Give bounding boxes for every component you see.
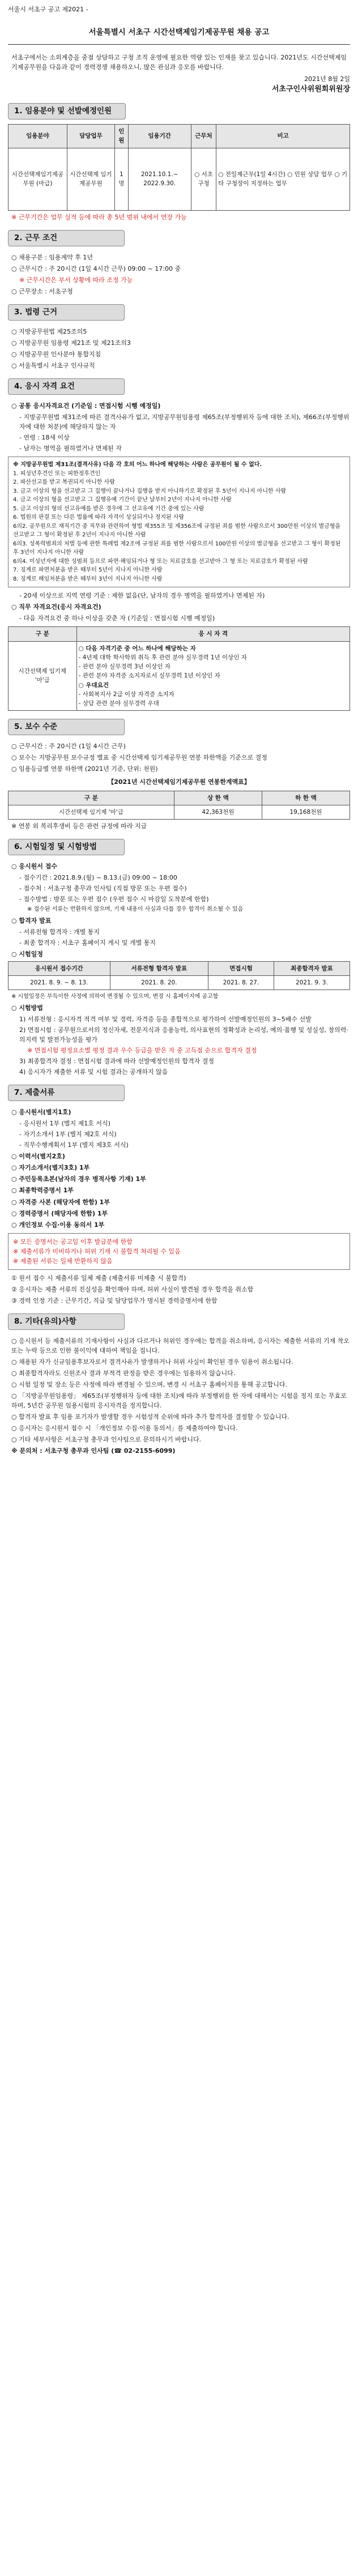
list-item: ○ 기타 세부사항은 서초구청 총무과 인사팀으로 문의하시기 바랍니다. — [11, 1436, 202, 1444]
section-legal-basis — [8, 304, 350, 370]
list-item: - 접수기간 : 2021.8.9.(월) ~ 8.13.(금) 09:00 ~ 18:00 — [19, 874, 177, 882]
list-item: ○ 근무시간 : 주 20시간 (1일 4시간 근무) — [11, 743, 126, 750]
list-item: - 접수처 : 서초구청 총무과 인사팀 (직접 방문 또는 우편 접수) — [19, 885, 187, 893]
document-title: 서울특별시 서초구 시간선택제임기제공무원 채용 공고 — [8, 27, 350, 45]
note-line: ※ 제출서류가 미비하거나 허위 기재 시 불합격 처리될 수 있음 — [13, 1247, 181, 1255]
list-item: ○ 지방공무원법 제25조의5 — [11, 327, 87, 335]
list-item: ○ 「지방공무원임용령」 제65조(부정행위자 등에 대한 조치)에 따라 부정행위를 한 자에 대해서는 시험을 정지 또는 무효로 하며, 5년간 공무원 임용시험의 응시자격을 정지합니다. — [11, 1392, 347, 1410]
subsection-title: ○ 공통 응시자격요건 (기준일 : 면접시험 시행 예정일) — [11, 402, 161, 410]
note-line: 1. 피성년후견인 또는 피한정후견인 — [13, 470, 101, 477]
note-line: ※ 지방공무원법 제31조(결격사유) 다음 각 호의 어느 하나에 해당하는 사람은 공무원이 될 수 없다. — [13, 462, 262, 468]
table-cell: 2021. 9. 3. — [274, 976, 350, 990]
list-item: ○ 임용등급별 연봉 하한액 (2021년 기준, 단위: 천원) — [11, 765, 158, 773]
list-item: ○ 채용된 자가 신규임용후보자로서 결격사유가 발생하거나 허위 사실이 확인된 경우 임용이 취소됩니다. — [11, 1358, 293, 1366]
table-cell: 42,363천원 — [174, 805, 262, 819]
section-heading: 1. 임용분야 및 선발예정인원 — [8, 103, 126, 120]
table-header: 구 분 — [8, 627, 77, 641]
note-line: 5. 금고 이상의 형의 선고유예를 받은 경우에 그 선고유예 기간 중에 있는 사람 — [13, 505, 204, 512]
list-item: - 연령 : 18세 이상 — [19, 434, 70, 442]
note-line: ※ 제출된 서류는 일체 반환하지 않음 — [13, 1257, 113, 1265]
list-item: ○ 지방공무원 임용령 제21조 및 제21조의3 — [11, 339, 131, 347]
notice-number: 서울시 서초구 공고 제2021 - — [8, 6, 88, 13]
list-item: ※ 접수된 서류는 반환하지 않으며, 기재 내용이 사실과 다를 경우 합격이 취소될 수 있음 — [27, 906, 244, 913]
section-note: ※ 시험일정은 부득이한 사정에 의하여 변경될 수 있으며, 변경 시 홈페이지에 공고함 — [11, 993, 219, 1000]
section-note: ※ 근무기간은 업무 실적 등에 따라 총 5년 범위 내에서 연장 가능 — [11, 213, 187, 221]
list-item: 3) 최종합격자 결정 : 면접시험 결과에 따라 선발예정인원의 합격자 결정 — [19, 1057, 214, 1065]
table-cell — [76, 641, 350, 711]
list-item: - 4년제 대학 학사학위 취득 후 관련 분야 실무경력 1년 이상인 자 — [78, 654, 247, 661]
table-header: 응 시 자 격 — [76, 627, 350, 641]
section-heading: 7. 제출서류 — [8, 1085, 125, 1101]
table-header: 임용기간 — [128, 125, 191, 148]
table-cell: 시간선택제 임기제공무원 — [67, 148, 114, 210]
table-title: 【2021년 시간선택제임기제공무원 연봉한계액표】 — [108, 778, 250, 786]
note-line: 6의4. 미성년자에 대한 성범죄 등으로 파면·해임되거나 형 또는 치료감호를 선고받아 그 형 또는 치료감호가 확정된 사람 — [13, 558, 308, 565]
table-cell: 2021.10.1.~ 2022.9.30. — [128, 148, 191, 210]
list-item: 1) 서류전형 : 응시자격 적격 여부 및 경력, 자격증 등을 종합적으로 평가하여 선발예정인원의 3~5배수 선발 — [19, 1015, 312, 1023]
contact-info: ※ 문의처 : 서초구청 총무과 인사팀 (☎ 02-2155-6099) — [11, 1447, 176, 1455]
section-heading: 6. 시험일정 및 시험방법 — [8, 839, 125, 855]
list-item: ○ 개인정보 수집·이용 동의서 1부 — [11, 1221, 105, 1229]
list-item: ○ 지방공무원 인사분야 통합지침 — [11, 350, 101, 358]
table-header: 구 분 — [8, 791, 174, 805]
subsection-title: ○ 시험방법 — [11, 1004, 43, 1012]
documents-note-box — [8, 1233, 350, 1270]
table-cell: 2021. 8. 20. — [110, 976, 208, 990]
list-item: ○ 시험 일정 및 장소 등은 사정에 따라 변경될 수 있으며, 변경 시 서초구 홈페이지를 통해 공고합니다. — [11, 1381, 287, 1389]
section-heading: 8. 기타(유의)사항 — [8, 1313, 125, 1330]
list-item: ○ 경력증명서 (해당자에 한함) 1부 — [11, 1209, 108, 1217]
subsection-title: ○ 합격자 발표 — [11, 916, 52, 924]
table-cell: 1명 — [115, 148, 129, 210]
table-cell: 2021. 8. 27. — [208, 976, 274, 990]
list-item: ○ 우대요건 — [78, 681, 109, 689]
list-item: ○ 응시원서 등 제출서류의 기재사항이 사실과 다르거나 허위인 경우에는 합격을 취소하며, 응시자는 제출한 서류의 기재 착오 또는 누락 등으로 인한 불이익에 대하여 책임을 집니다. — [11, 1337, 350, 1354]
subsection-title: ○ 시험일정 — [11, 950, 43, 958]
note-line: 8. 징계로 해임처분을 받은 때부터 3년이 지나지 아니한 사람 — [13, 575, 163, 582]
table-header: 인원 — [115, 125, 129, 148]
note-line: 6. 법원의 판결 또는 다른 법률에 따라 자격이 상실되거나 정지된 사람 — [13, 514, 185, 521]
list-item: ○ 주민등록초본(남자의 경우 병적사항 기재) 1부 — [11, 1175, 146, 1183]
section-notes — [8, 1313, 350, 1456]
section-heading: 4. 응시 자격 요건 — [8, 378, 125, 395]
subsection-title: ○ 직무 자격요건(응시 자격요건) — [11, 603, 101, 611]
table-cell: ○ 서초구청 — [191, 148, 216, 210]
subsection-title: ○ 응시원서(별지1호) — [11, 1108, 71, 1116]
section-recruitment-field — [8, 103, 350, 222]
list-item: ○ 근무시간 : 주 20시간 (1일 4시간 근무) 09:00 ~ 17:00 중 — [11, 265, 181, 272]
section-heading: 5. 보수 수준 — [8, 719, 125, 735]
note-line: ※ 모든 증명서는 공고일 이후 발급분에 한함 — [13, 1238, 133, 1246]
list-item: ○ 합격자 발표 후 임용 포기자가 발생할 경우 시험성적 순위에 따라 추가 합격자를 결정할 수 있습니다. — [11, 1413, 289, 1421]
list-item: ※ 면접시험 평정요소별 평정 결과 우수 등급을 받은 자 중 고득점 순으로 합격자 결정 — [27, 1047, 257, 1055]
table-header: 비고 — [216, 125, 350, 148]
schedule-table — [8, 961, 350, 991]
list-item: ○ 최종합격자라도 신원조사 결과 부적격 판정을 받은 경우에는 임용하지 않습니다. — [11, 1370, 236, 1377]
salary-table — [8, 791, 350, 820]
list-item: - 응시원서 1부 (별지 제1호 서식) — [19, 1120, 110, 1128]
disqualification-box — [8, 457, 350, 587]
section-schedule — [8, 839, 350, 1077]
list-item: ○ 자격증 사본 (해당자에 한함) 1부 — [11, 1198, 110, 1206]
section-salary — [8, 719, 350, 831]
list-item: ○ 다음 자격기준 중 어느 하나에 해당하는 자 — [78, 645, 196, 652]
list-item: ③ 경력 인정 기준 : 근무기간, 직급 및 담당업무가 명시된 경력증명서에 한함 — [11, 1296, 218, 1304]
list-item: ○ 자기소개서(별지3호) 1부 — [11, 1164, 90, 1172]
section-work-conditions — [8, 230, 350, 296]
list-item: ② 응시자는 제출 서류의 진실성을 확인해야 하며, 허위 사실이 발견될 경우 합격을 취소함 — [11, 1285, 254, 1293]
subsection-title: ○ 응시원서 접수 — [11, 863, 58, 870]
table-header: 최종합격자 발표 — [274, 961, 350, 975]
table-header: 서류전형 합격자 발표 — [110, 961, 208, 975]
list-item: - 직무수행계획서 1부 (별지 제3호 서식) — [19, 1141, 129, 1149]
list-item: - 지방공무원법 제31조에 따른 결격사유가 없고, 지방공무원임용령 제65조(부정행위자 등에 대한 조치), 제66조(부정행위자에 대한 처분)에 해당하지 않는 자 — [19, 413, 350, 430]
list-item: - 접수방법 : 방문 또는 우편 접수 (우편 접수 시 마감일 도착분에 한함) — [19, 895, 209, 903]
list-item: ※ 근무시간은 부서 상황에 따라 조정 가능 — [19, 276, 133, 284]
section-note: ※ 연봉 외 복리후생비 등은 관련 규정에 따라 지급 — [11, 822, 147, 830]
section-eligibility — [8, 378, 350, 711]
table-header: 임용분야 — [8, 125, 67, 148]
note-line: 7. 징계로 파면처분을 받은 때부터 5년이 지나지 아니한 사람 — [13, 567, 163, 574]
table-header: 근무처 — [191, 125, 216, 148]
list-item: - 다음 자격요건 중 하나 이상을 갖춘 자 (기준일 : 면접시험 시행 예정일) — [19, 615, 215, 622]
note-line: 6의3. 성폭력범죄의 처벌 등에 관한 특례법 제2조에 규정된 죄를 범한 사람으로서 100만원 이상의 벌금형을 선고받고 그 형이 확정된 후 3년이 지나지 아니한 사람 — [13, 540, 341, 556]
list-item: 2) 면접시험 : 공무원으로서의 정신자세, 전문지식과 응용능력, 의사표현의 정확성과 논리성, 예의·품행 및 성실성, 창의력·의지력 및 발전가능성을 평가 — [19, 1026, 348, 1044]
section-heading: 2. 근무 조건 — [8, 230, 125, 246]
issuing-organization: 서초구인사위원회위원장 — [271, 85, 350, 94]
recruitment-table — [8, 124, 350, 211]
table-cell: 19,168천원 — [262, 805, 350, 819]
section-heading: 3. 법령 근거 — [8, 304, 125, 321]
list-item: 4) 응시자가 제출한 서류 및 시험 결과는 공개하지 않음 — [19, 1068, 168, 1076]
note-line: 6의2. 공무원으로 재직기간 중 직무와 관련하여 형법 제355조 및 제356조에 규정된 죄를 범한 사람으로서 300만원 이상의 벌금형을 선고받고 그 형이 확정된 후 2년이 지나지 아니한 사람 — [13, 523, 341, 539]
table-cell: 시간선택제 임기제 '마'급 — [8, 805, 174, 819]
notice-date: 2021년 8월 2일 — [304, 75, 350, 83]
list-item: ○ 보수는 지방공무원 보수규정 별표 중 시간선택제 임기제공무원 연봉 하한액을 기준으로 결정 — [11, 754, 267, 762]
table-header: 상 한 액 — [174, 791, 262, 805]
list-item: - 서류전형 합격자 : 개별 통지 — [19, 928, 100, 936]
list-item: - 남자는 병역을 필하였거나 면제된 자 — [19, 445, 122, 453]
list-item: ○ 이력서(별지2호) — [11, 1153, 65, 1161]
list-item: - 사회복지사 2급 이상 자격증 소지자 — [78, 690, 174, 698]
intro-paragraph: 서초구에서는 소외계층을 중점 상담하고 구청 조직 운영에 필요한 역량 있는 인재를 찾고 있습니다. 2021년도 시간선택제임기제공무원을 다음과 같이 경력경쟁 채용하오니, 많은 관심과 응모를 바랍니다. — [11, 53, 347, 71]
list-item: ① 원서 접수 시 제출서류 일체 제출 (제출서류 미제출 시 불합격) — [11, 1274, 186, 1282]
list-item: ○ 최종학력증명서 1부 — [11, 1187, 74, 1195]
table-cell: 시간선택제임기제공무원 (마급) — [8, 148, 67, 210]
list-item: ○ 채용구분 : 임용계약 후 1년 — [11, 253, 93, 261]
list-item: - 상담 관련 분야 실무경력 우대 — [78, 700, 159, 707]
list-item: ○ 근무장소 : 서초구청 — [11, 287, 73, 295]
table-header: 응시원서 접수기간 — [8, 961, 110, 975]
list-item: - 관련 분야 자격증 소지자로서 실무경력 1년 이상인 자 — [78, 672, 220, 680]
table-cell: ○ 전일제근무(1일 4시간) ○ 민원 상담 업무 ○ 기타 구청장이 지정하는 업무 — [216, 148, 350, 210]
table-header: 하 한 액 — [262, 791, 350, 805]
note-line: 4. 금고 이상의 형을 선고받고 그 집행유예 기간이 끝난 날부터 2년이 지나지 아니한 사람 — [13, 497, 232, 504]
list-item: - 최종 합격자 : 서초구 홈페이지 게시 및 개별 통지 — [19, 939, 156, 946]
section-documents — [8, 1085, 350, 1306]
list-item: ○ 서울특별시 서초구 인사규칙 — [11, 361, 95, 369]
list-item: ○ 응시자는 응시원서 접수 시 「개인정보 수집·이용 동의서」를 제출하여야 합니다. — [11, 1425, 238, 1432]
list-item: - 관련 분야 실무경력 3년 이상인 자 — [78, 663, 171, 671]
table-cell: 2021. 8. 9. ~ 8. 13. — [8, 976, 110, 990]
list-item: - 20세 이상으로 지역 연령 기준 : 제한 없음(단, 남자의 경우 병역을 필하였거나 면제된 자) — [19, 592, 265, 600]
eligibility-table — [8, 626, 350, 711]
table-header: 담당업무 — [67, 125, 114, 148]
list-item: - 자기소개서 1부 (별지 제2호 서식) — [19, 1131, 117, 1138]
note-line: 3. 금고 이상의 형을 선고받고 그 집행이 끝나거나 집행을 받지 아니하기로 확정된 후 5년이 지나지 아니한 사람 — [13, 488, 287, 494]
note-line: 2. 파산선고를 받고 복권되지 아니한 사람 — [13, 479, 115, 486]
table-header: 면접시험 — [208, 961, 274, 975]
table-cell: 시간선택제 임기제 '마'급 — [8, 641, 77, 711]
